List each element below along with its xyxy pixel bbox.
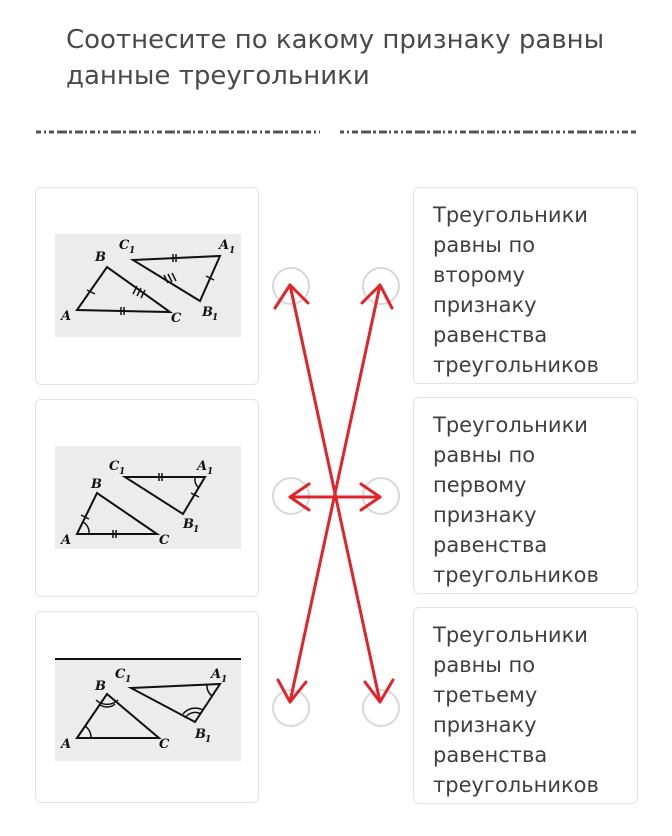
answer-3-line: равенства <box>433 743 548 767</box>
svg-text:C: C <box>171 311 182 326</box>
answer-1-line: равны по <box>433 233 536 257</box>
image-card-3[interactable] <box>35 611 259 803</box>
svg-text:C: C <box>115 667 126 682</box>
answer-1-line: признаку <box>433 293 537 317</box>
svg-text:A: A <box>219 238 230 253</box>
svg-text:A: A <box>61 737 72 752</box>
task-title: Соотнесите по какому признаку равны данные треугольники <box>66 25 605 91</box>
right-connector-3[interactable] <box>362 689 400 727</box>
svg-text:A: A <box>61 309 72 324</box>
svg-text:B: B <box>195 727 206 742</box>
left-connector-1[interactable] <box>272 267 310 305</box>
left-column-divider <box>36 128 320 136</box>
answer-3-line: треугольников <box>433 773 599 797</box>
answer-3-line: признаку <box>433 713 537 737</box>
answer-1-line: равенства <box>433 323 548 347</box>
answer-1-line: Треугольники <box>433 203 588 227</box>
svg-text:B: B <box>91 477 102 492</box>
svg-text:1: 1 <box>207 467 214 477</box>
answer-3-line: равны по <box>433 653 536 677</box>
svg-text:1: 1 <box>221 675 228 685</box>
answer-2-line: признаку <box>433 503 537 527</box>
svg-text:1: 1 <box>193 525 200 535</box>
right-column-divider <box>340 128 636 136</box>
svg-text:B: B <box>95 250 106 265</box>
svg-text:A: A <box>211 667 222 682</box>
image-card-2[interactable] <box>35 399 259 597</box>
svg-text:1: 1 <box>119 467 126 477</box>
svg-text:B: B <box>95 679 106 694</box>
svg-text:1: 1 <box>125 675 132 685</box>
svg-text:1: 1 <box>205 735 212 745</box>
answer-2-line: первому <box>433 473 527 497</box>
svg-text:B: B <box>183 517 194 532</box>
svg-text:C: C <box>119 238 130 253</box>
answer-card-1[interactable] <box>413 187 638 384</box>
svg-text:A: A <box>197 459 208 474</box>
image-card-1[interactable] <box>35 187 259 385</box>
answer-1-line: треугольников <box>433 353 599 377</box>
answer-card-2[interactable] <box>413 397 638 594</box>
triangles-figure-2 <box>55 446 241 549</box>
svg-text:1: 1 <box>212 313 219 323</box>
triangles-figure-1 <box>55 234 241 337</box>
answer-2-line: равны по <box>433 443 536 467</box>
right-connector-1[interactable] <box>362 267 400 305</box>
answer-2-line: Треугольники <box>433 413 588 437</box>
svg-text:1: 1 <box>129 246 136 256</box>
svg-text:C: C <box>159 737 170 752</box>
left-connector-2[interactable] <box>272 477 310 515</box>
answer-2-line: равенства <box>433 533 548 557</box>
right-connector-2[interactable] <box>362 477 400 515</box>
left-connector-3[interactable] <box>272 689 310 727</box>
answer-card-3[interactable] <box>413 607 638 804</box>
svg-text:C: C <box>109 459 120 474</box>
answer-3-line: третьему <box>433 683 538 707</box>
triangles-figure-3 <box>55 658 241 761</box>
answer-3-line: Треугольники <box>433 623 588 647</box>
answer-1-line: второму <box>433 263 525 287</box>
svg-text:1: 1 <box>229 246 236 256</box>
svg-text:B: B <box>202 305 213 320</box>
svg-text:A: A <box>61 533 72 548</box>
svg-text:C: C <box>159 533 170 548</box>
answer-2-line: треугольников <box>433 563 599 587</box>
